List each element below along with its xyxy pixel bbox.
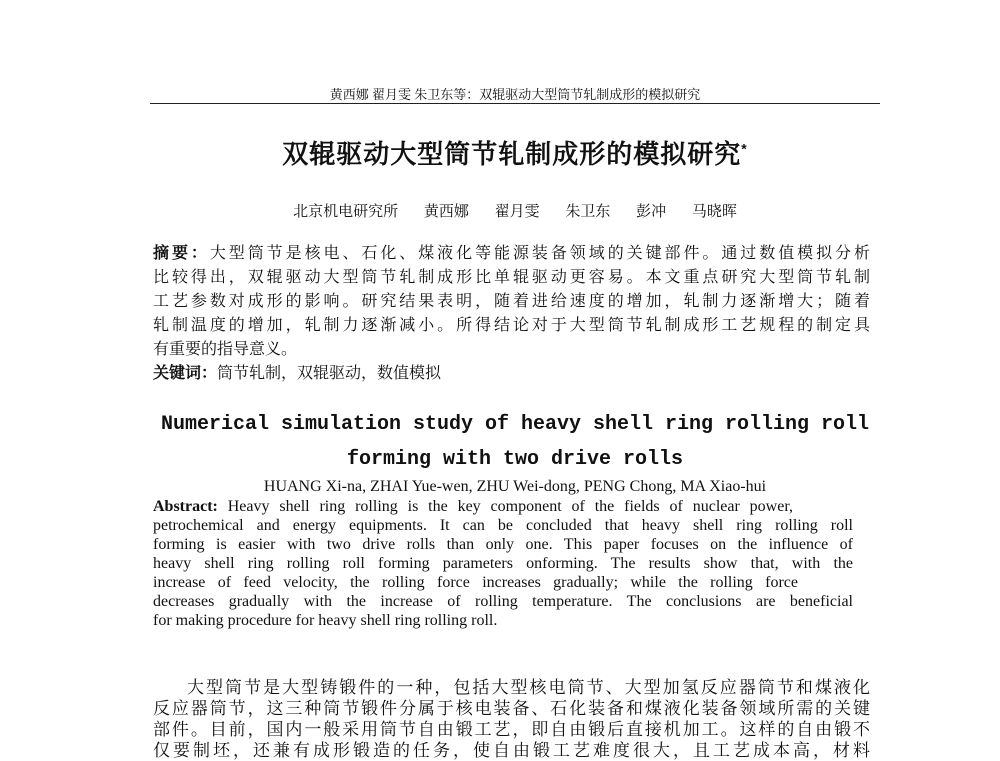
running-header: 黄西娜 翟月雯 朱卫东等：双辊驱动大型筒节轧制成形的模拟研究: [329, 87, 701, 102]
keywords-label: 关键词：: [153, 365, 218, 382]
abstract-line: forming is easier with two drive rolls than only one. This paper focuses on the influence of: [153, 536, 853, 553]
english-title-line: Numerical simulation study of heavy shell ring rolling roll: [160, 413, 870, 436]
affiliation: 北京机电研究所: [293, 204, 399, 220]
body-line: 仅要制坯，还兼有成形锻造的任务，使自由锻工艺难度很大，且工艺成本高，材料: [153, 741, 870, 760]
abstract-line: petrochemical and energy equipments. It can be concluded that heavy shell ring rolling roll: [153, 517, 853, 534]
body-line: 部件。目前，国内一般采用筒节自由锻工艺，即自由锻后直接机加工。这样的自由锻不: [153, 720, 870, 739]
author: 黄西娜: [423, 204, 469, 220]
paper-title: [150, 134, 880, 171]
abstract-line: 有重要的指导意义。: [153, 341, 298, 358]
author: 翟月雯: [494, 204, 540, 220]
author: 朱卫东: [565, 204, 611, 220]
abstract-line: decreases gradually with the increase of rolling temperature. The conclusions are beneficial: [153, 593, 853, 610]
body-line: 大型筒节是大型铸锻件的一种，包括大型核电筒节、大型加氢反应器筒节和煤液化: [187, 678, 870, 697]
english-authors: HUANG Xi-na, ZHAI Yue-wen, ZHU Wei-dong, PENG Chong, MA Xiao-hui: [263, 478, 767, 495]
abstract-line: for making procedure for heavy shell ring rolling roll.: [153, 612, 498, 629]
abstract-line: 轧制温度的增加，轧制力逐渐减小。所得结论对于大型筒节轧制成形工艺规程的制定具: [153, 317, 870, 334]
keywords-line: [153, 362, 870, 386]
body-line: 反应器筒节，这三种筒节锻件分属于核电装备、石化装备和煤液化装备领域所需的关键: [153, 699, 870, 718]
abstract-line: 比较得出，双辊驱动大型筒节轧制成形比单辊驱动更容易。本文重点研究大型筒节轧制: [153, 269, 870, 286]
english-title-line: forming with two drive rolls: [346, 448, 684, 471]
header-rule: [150, 103, 880, 104]
keywords: 筒节轧制，双辊驱动，数值模拟: [217, 365, 442, 382]
author: 马晓晖: [691, 204, 737, 220]
author-line: [150, 200, 880, 221]
abstract-line: 工艺参数对成形的影响。研究结果表明，随着进给速度的增加，轧制力逐渐增大；随着: [153, 293, 870, 310]
abstract-text: 大型筒节是核电、石化、煤液化等能源装备领域的关键部件。通过数值模拟分析: [209, 245, 870, 262]
abstract-text: Heavy shell ring rolling is the key component of the fields of nuclear power,: [227, 498, 793, 515]
abstract-line: heavy shell ring rolling roll forming parameters onforming. The results show that, with the: [153, 555, 853, 572]
abstract-line: [153, 497, 793, 516]
title-text: 双辊驱动大型筒节轧制成形的模拟研究: [282, 139, 742, 169]
abstract-line: increase of feed velocity, the rolling force increases gradually; while the rolling force: [153, 574, 798, 591]
abstract-line: [153, 242, 870, 266]
title-footnote-mark: *: [741, 140, 748, 157]
abstract-label: 摘要：: [153, 245, 210, 262]
abstract-label: Abstract:: [153, 498, 218, 515]
author: 彭冲: [636, 204, 667, 220]
